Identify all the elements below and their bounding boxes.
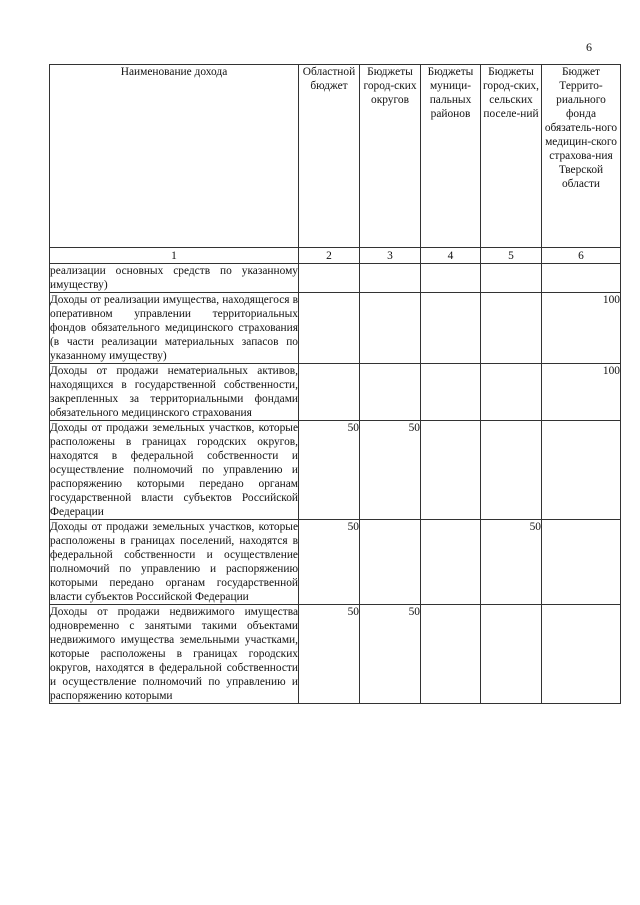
column-number: 5 (481, 248, 542, 264)
table-row (50, 605, 621, 704)
header-city-district-budgets: Бюджеты город-ских округов (360, 65, 421, 248)
column-number: 4 (421, 248, 481, 264)
revenue-name-cell: Доходы от продажи недвижимого имущества одновременно с занятыми такими объектами недвижимого имущества земельными участками, которые расположены в границах городских округов, находятся в федеральной собственности и осуществление полномочий по управлению и распоряжению которыми (50, 606, 298, 702)
municipal-district-cell (421, 293, 481, 364)
regional-budget-cell (299, 264, 360, 293)
city-district-cell: 50 (360, 605, 421, 704)
page-number: 6 (586, 40, 592, 54)
regional-budget-cell: 50 (299, 421, 360, 520)
table-row (50, 264, 621, 293)
city-district-cell: 50 (360, 421, 421, 520)
municipal-district-cell (421, 421, 481, 520)
municipal-district-cell (421, 364, 481, 421)
revenue-distribution-table (49, 64, 621, 704)
settlement-cell (481, 264, 542, 293)
city-district-cell (360, 364, 421, 421)
regional-budget-cell (299, 364, 360, 421)
municipal-district-cell (421, 605, 481, 704)
municipal-district-cell (421, 520, 481, 605)
regional-budget-cell: 50 (299, 605, 360, 704)
header-tfoms-budget: Бюджет Террито-риального фонда обязатель-ного медицин-ского страхова-ния Тверской области (542, 65, 621, 248)
tfoms-cell (542, 605, 621, 704)
tfoms-cell: 100 (542, 364, 621, 421)
column-number-row (50, 248, 621, 264)
settlement-cell (481, 605, 542, 704)
revenue-name-cell: Доходы от продажи нематериальных активов, находящихся в государственной собственности, закрепленных за территориальными фондами обязательного медицинского страхования (50, 365, 298, 419)
municipal-district-cell (421, 264, 481, 293)
column-number: 6 (542, 248, 621, 264)
revenue-name-cell: реализации основных средств по указанному имуществу) (50, 265, 298, 291)
column-number: 3 (360, 248, 421, 264)
revenue-name-cell: Доходы от продажи земельных участков, которые расположены в границах поселений, находятся в федеральной собственности и осуществление полномочий по управлению и распоряжению которыми передано органам государственной власти субъектов Российской Федерации (50, 521, 298, 603)
header-settlement-budgets: Бюджеты город-ских, сельских поселе-ний (481, 65, 542, 248)
table-header-row (50, 65, 621, 248)
settlement-cell (481, 364, 542, 421)
revenue-name-cell: Доходы от продажи земельных участков, которые расположены в границах городских округов, находятся в федеральной собственности и осуществление полномочий по управлению и распоряжению которыми передано органам государственной власти субъектов Российской Федерации (50, 422, 298, 518)
table-row (50, 364, 621, 421)
tfoms-cell (542, 421, 621, 520)
header-municipal-district-budgets: Бюджеты муници-пальных районов (421, 65, 481, 248)
settlement-cell (481, 421, 542, 520)
tfoms-cell (542, 264, 621, 293)
city-district-cell (360, 264, 421, 293)
header-revenue-name: Наименование дохода (50, 65, 299, 248)
regional-budget-cell: 50 (299, 520, 360, 605)
table-row (50, 293, 621, 364)
table-row (50, 421, 621, 520)
tfoms-cell (542, 520, 621, 605)
column-number: 2 (299, 248, 360, 264)
table-row (50, 520, 621, 605)
column-number: 1 (50, 248, 299, 264)
revenue-name-cell: Доходы от реализации имущества, находящегося в оперативном управлении территориальных фондов обязательного медицинского страхования (в части реализации материальных запасов по указанному имуществу) (50, 294, 298, 362)
settlement-cell (481, 293, 542, 364)
city-district-cell (360, 293, 421, 364)
regional-budget-cell (299, 293, 360, 364)
settlement-cell: 50 (481, 520, 542, 605)
header-regional-budget: Областной бюджет (299, 65, 360, 248)
city-district-cell (360, 520, 421, 605)
tfoms-cell: 100 (542, 293, 621, 364)
